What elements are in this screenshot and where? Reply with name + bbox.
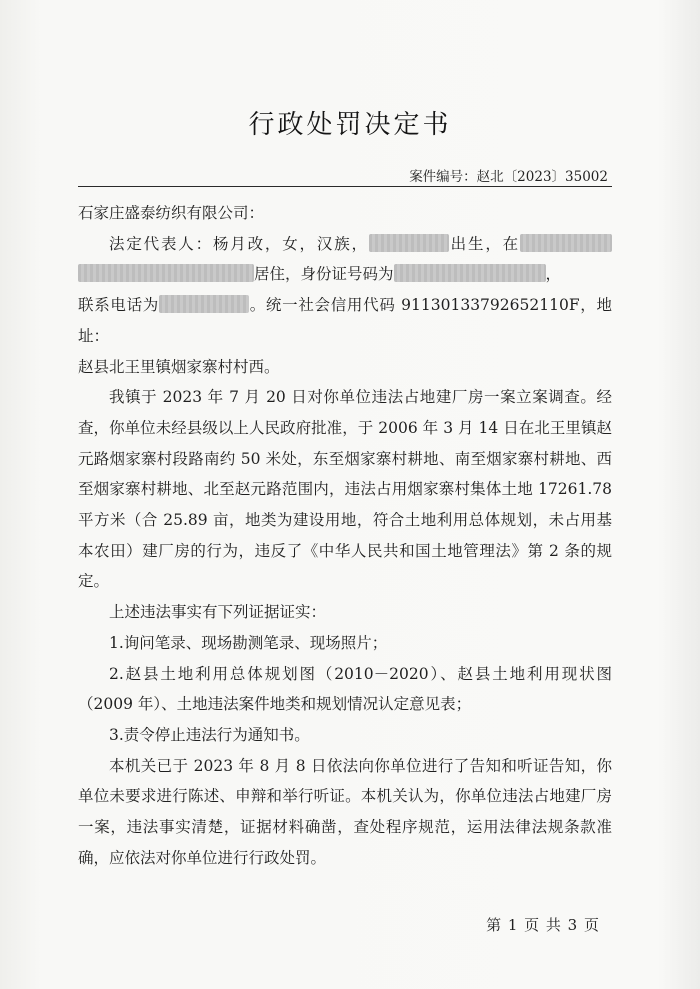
rep-credit-code: 。统一社会信用代码 91130133792652110F，地址：: [78, 296, 612, 345]
investigation-paragraph: 我镇于 2023 年 7 月 20 日对你单位违法占地建厂房一案立案调查。经查，你单位未经县级以上人民政府批准，于 2006 年 3 月 14 日在北王里镇赵元路烟家寨村段路南约 50 米处，东至烟家寨村耕地、南至烟家寨村耕地、西至烟家寨村耕地、北至赵元路范围内，违法占用烟家寨村集体土地 17261.78 平方米（合 25.89 亩，地类为建设用地，符合土地利用总体规划，未占用基本农田）建厂房的行为，违反了《中华人民共和国土地管理法》第 2 条的规定。: [78, 388, 612, 591]
evidence-item: 3.责令停止违法行为通知书。: [109, 725, 310, 744]
rep-born: 出生，在: [448, 234, 520, 253]
legal-representative-paragraph: [78, 229, 612, 383]
document-title: 行政处罚决定书: [248, 110, 452, 140]
decision-paragraph: 本机关已于 2023 年 8 月 8 日依法向你单位进行了告知和听证告知，你单位未要求进行陈述、申辩和举行听证。本机关认为，你单位违法占地建厂房一案，违法事实清楚，证据材料确凿，查处程序规范，运用法律法规条款准确，应依法对你单位进行行政处罚。: [78, 756, 612, 867]
redacted-residence: [78, 264, 254, 282]
redacted-phone: [159, 295, 249, 313]
redacted-place: [520, 234, 612, 252]
redacted-id-number: [394, 264, 546, 282]
evidence-intro: 上述违法事实有下列证据证实：: [109, 603, 327, 622]
rep-prefix: 法定代表人：杨月改，女，汉族，: [109, 234, 369, 253]
evidence-item: 2.赵县土地利用总体规划图（2010－2020）、赵县土地利用现状图（2009 年）、土地违法案件地类和规划情况认定意见表；: [78, 664, 612, 714]
rep-address: 赵县北王里镇烟家寨村村西。: [78, 357, 280, 376]
header-divider: [78, 186, 612, 187]
rep-phone-prefix: 联系电话为: [78, 296, 160, 315]
recipient-line: 石家庄盛泰纺织有限公司：: [78, 204, 265, 222]
rep-comma: ，: [545, 265, 562, 284]
page-number: 第 1 页 共 3 页: [486, 916, 600, 934]
evidence-item: 1.询问笔录、现场勘测笔录、现场照片；: [109, 633, 388, 652]
document-body: [78, 198, 612, 873]
redacted-birthdate: [369, 234, 449, 252]
case-number: 案件编号：赵北〔2023〕35002: [409, 169, 608, 185]
rep-residence: 居住，身份证号码为: [254, 265, 394, 284]
